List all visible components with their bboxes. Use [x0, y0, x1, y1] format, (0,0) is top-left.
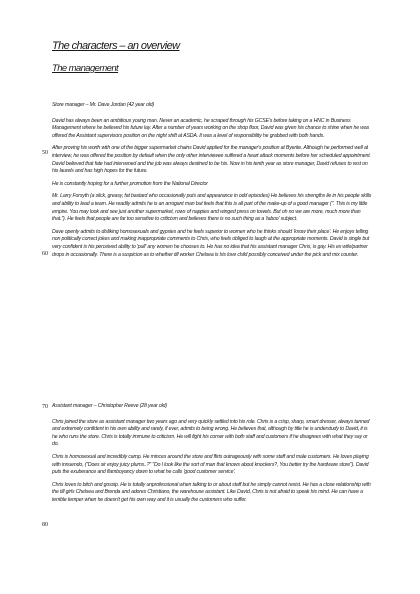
assistant-manager-section	[52, 403, 372, 510]
paragraph: Chris is homosexual and incredibly camp. He minces around the store and flirts outrageously with some staff and male customers. He loves playing with innuendo, ("Does sir enjoy juicy plums..?" "Do I look like the sort of man that knows about knockers?, You better try the hardware store"). David puts the exuberance and flamboyancy down to what he calls 'good customer service'.	[52, 453, 369, 476]
paragraph: David has always been an ambitious young man. Never an academic, he scraped through his GCSE's before taking on a HNC in Business Management where he believed his future lay. After a number of years working on the shop floor, David was given his chance to shine when he was offered the Assistant supervisors position on the night shift at ASDA. It was a level of responsibility he grabbed with both hands.	[52, 117, 370, 139]
section-subtitle: The management	[52, 63, 119, 74]
assistant-manager-heading: Assistant manager – Christopher Reeve (28 year old)	[52, 403, 167, 409]
paragraph: Chris joined the store as assistant manager two years ago and very quickly settled into his role. Chris is a crisp, sharp, smart dresser, always tanned and extremely confident in his own ability and rarely, if ever, admits to being wrong. He believes that, although by title he is understudy to David, it is he who runs the store. Chris is totally immune to criticism. He will fight his corner with both staff and customers if he disagrees with what they say or do.	[52, 418, 370, 448]
paragraph: Dave openly admits to disliking homosexuals and gypsies and he feels superior to women who he thinks should 'know their place'. He enjoys telling non politically correct jokes and making inappropriate comments to Chris, who feels obliged to laugh at the appropriate moments. David is single but very confident is his perceived ability to 'pull' any women he chooses to. He has no idea that his assistant manager Chris, is gay. His ex wife/partner drops in occasionally. There is a suspicion as to whether till worker Chelsea is his love child possibly conceived under the pick and mix counter.	[52, 228, 370, 258]
line-number: 60	[42, 251, 48, 257]
store-manager-heading: Store manager – Mr. Dave Jordan (42 year old)	[52, 102, 155, 108]
paragraph: Mr. Larry Forsyth (a slick, greasy, fat bastard who occasionally puts and appearance in odd episodes) He believes his strengths lie in his people skills and ability to lead a team. He readily admits he is an arrogant man but feels that this is all part of the make-up of a good manager (". This is my little empire. You may look and see just another supermarket, rows of nappies and winged press on towels. But oh no we are more, much more than that."). He feels that people are far too sensitive to criticism and believes there is no such thing as a 'taboo' subject.	[52, 193, 372, 223]
paragraph: Chris loves to bitch and gossip. He is totally unprofessional when talking to or about staff but he simply cannot resist. He has a close relationship with the till girls Chelsea and Brenda and adores Christiano, the warehouse assistant. Like David, Chris is not afraid to speak his mind. He can have a terrible temper when he doesn't get his own way and it is usually the customers who suffer.	[52, 481, 371, 503]
page-title: The characters – an overview	[52, 40, 180, 52]
line-number: 70	[42, 404, 48, 410]
store-manager-section	[52, 102, 372, 264]
line-number: 80	[42, 522, 48, 528]
paragraph: After proving his worth with one of the bigger supermarket chains David applied for the manager's position at Byerite. Although he performed well at interview, he was offered the position by default when the only other interviewee suffered a heart attack moments before her scheduled appointment. David believed that fate had intervened and the job was always destined to be his. Now in his tenth year as store manager, David refuses to rest on his laurels and has high hopes for the future.	[52, 145, 371, 175]
paragraph: He is constantly hoping for a further promotion from the National Director	[52, 180, 208, 187]
line-number: 50	[42, 150, 48, 156]
